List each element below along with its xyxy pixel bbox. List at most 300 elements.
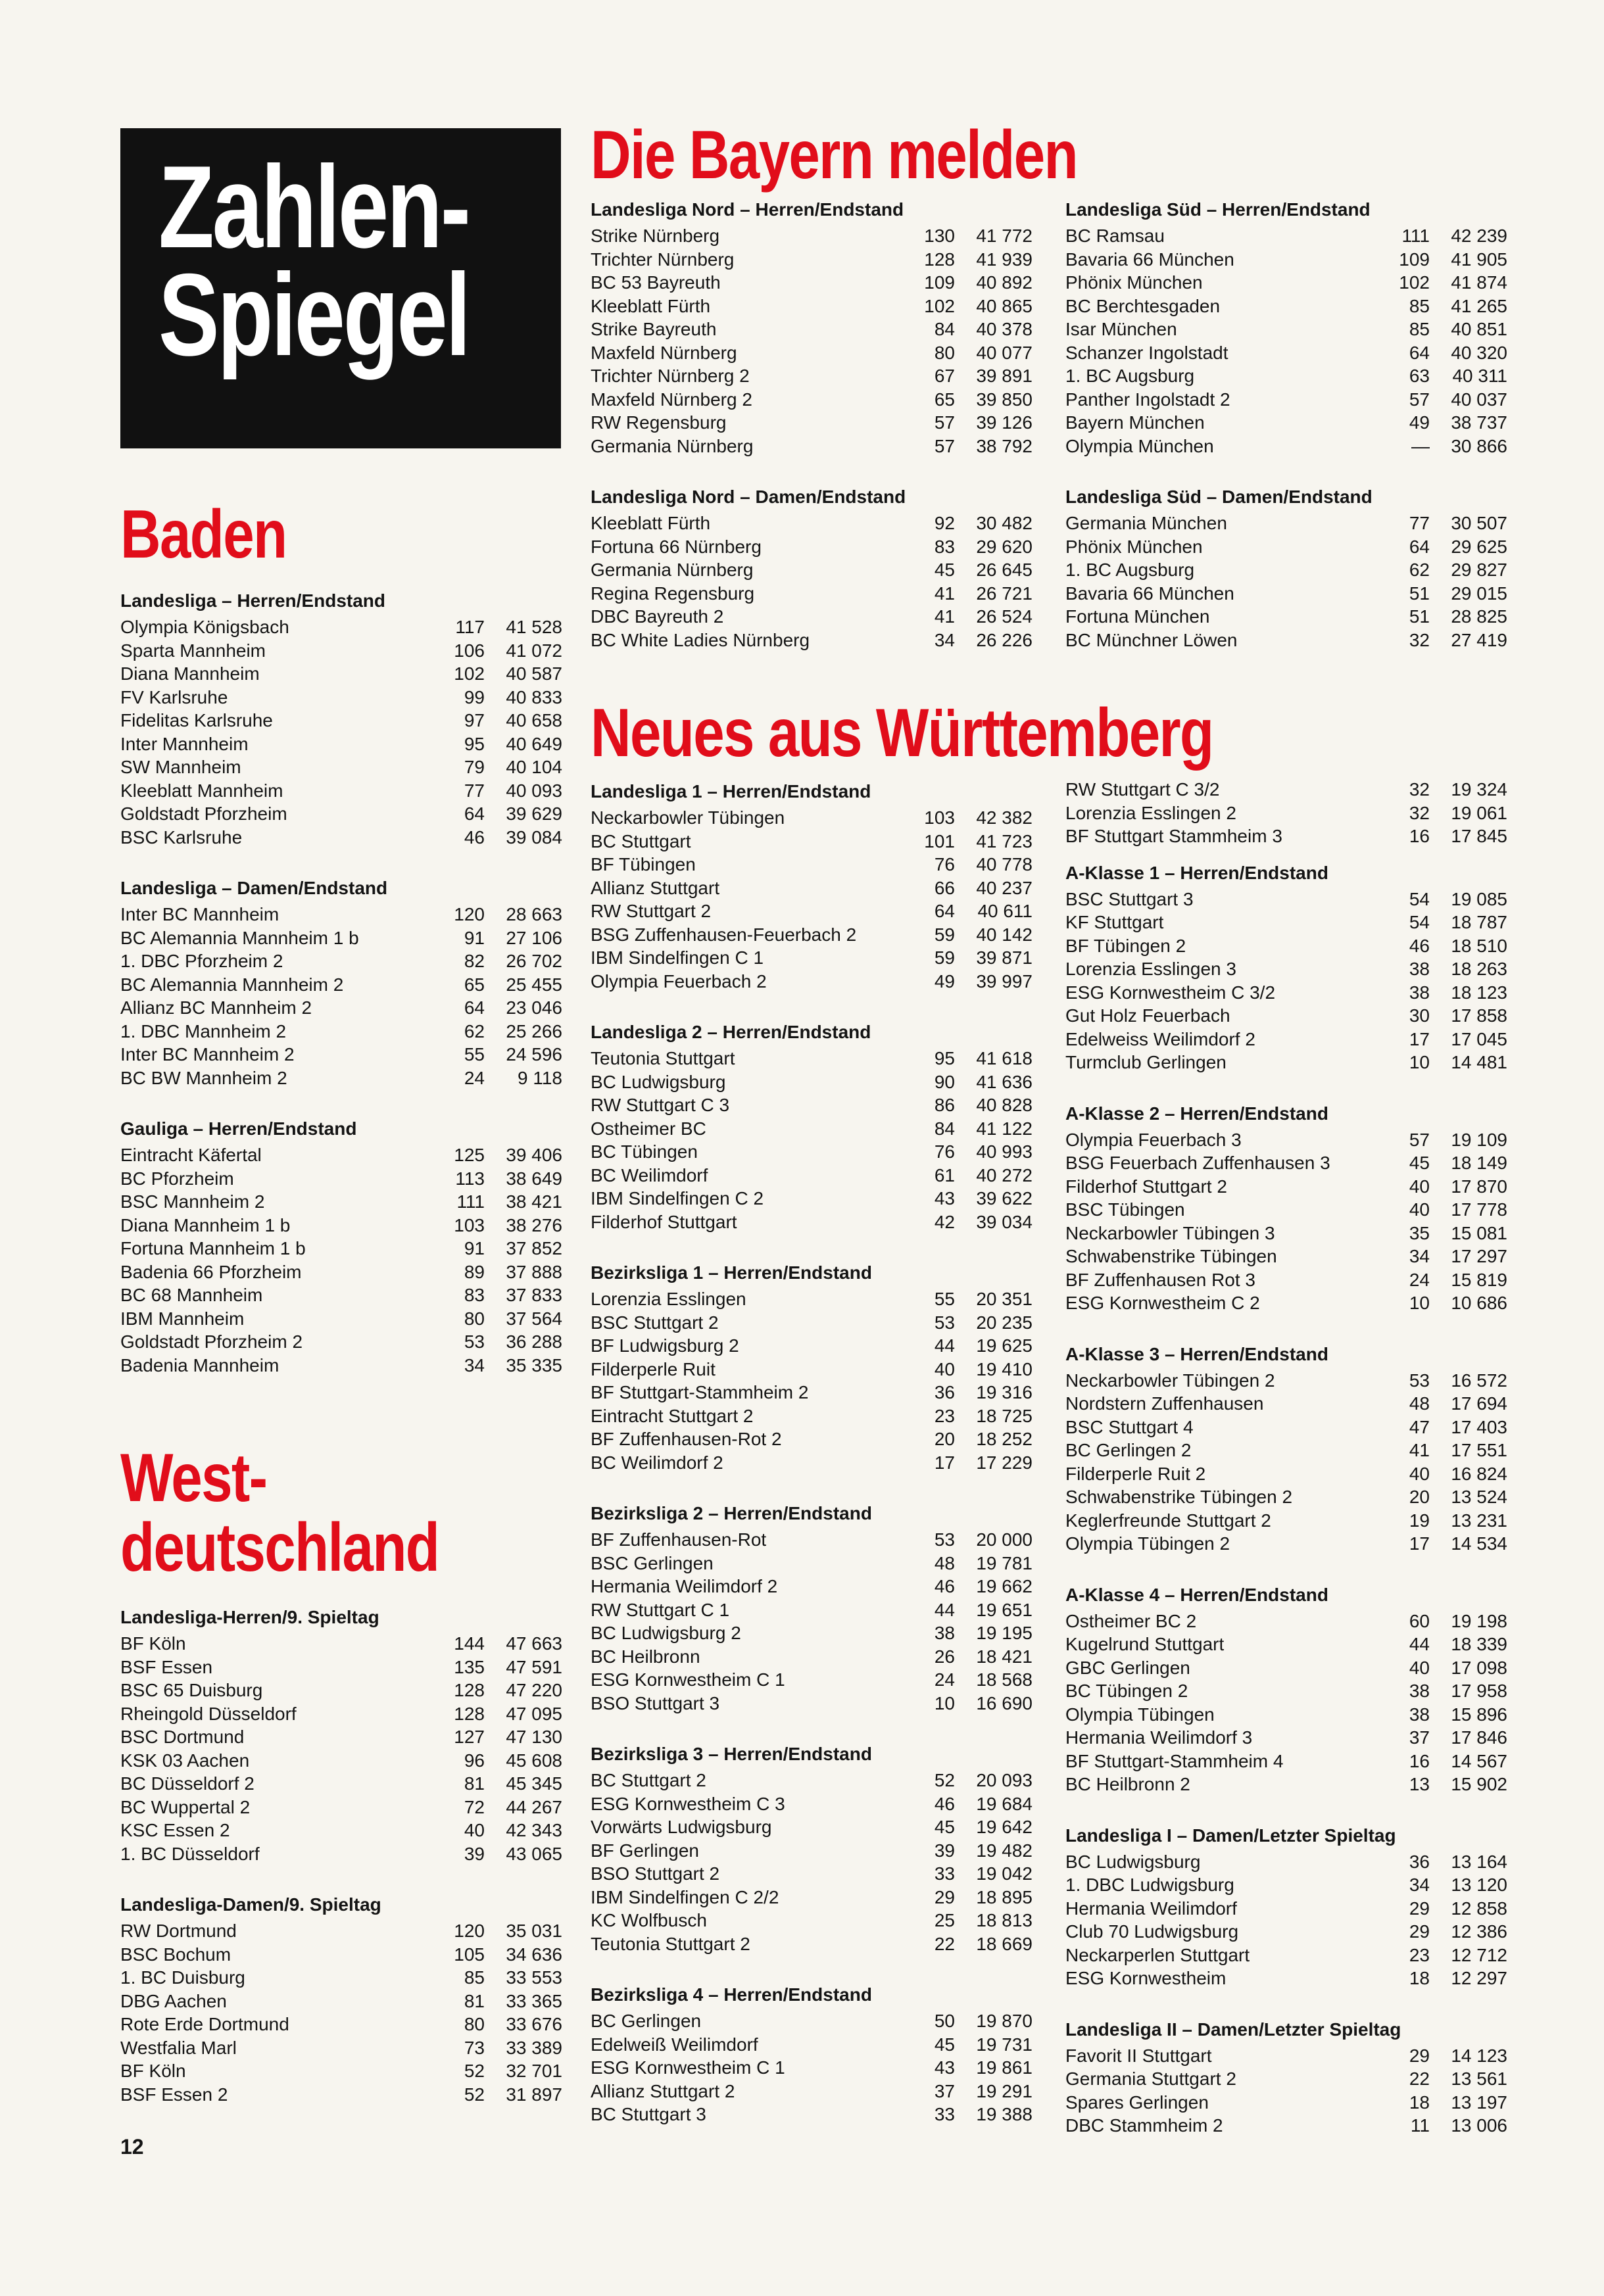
games-points: 135 — [454, 1656, 485, 1677]
games-points: 64 — [464, 803, 485, 824]
table-title: Bezirksliga 2 – Herren/Endstand — [591, 1503, 872, 1523]
pin-total: 40 993 — [976, 1141, 1033, 1162]
games-points: 86 — [934, 1095, 955, 1115]
team-name: Kleeblatt Mannheim — [120, 780, 283, 801]
table-row — [1065, 1873, 1507, 1897]
table-row — [120, 1679, 562, 1702]
team-name: BF Zuffenhausen Rot 3 — [1065, 1269, 1255, 1290]
games-points: 40 — [1409, 1199, 1430, 1220]
team-name: Eintracht Käfertal — [120, 1145, 262, 1165]
column-bayern-nord — [591, 199, 1033, 681]
pin-total: 40 865 — [976, 295, 1033, 316]
table-row — [1065, 535, 1507, 559]
games-points: 48 — [1409, 1393, 1430, 1414]
games-points: 20 — [934, 1429, 955, 1449]
table-row — [591, 1334, 1033, 1358]
pin-total: 47 130 — [506, 1727, 562, 1747]
pin-total: 20 093 — [976, 1770, 1033, 1790]
team-name: RW Stuttgart C 1 — [591, 1599, 730, 1620]
team-name: Panther Ingolstadt 2 — [1065, 389, 1230, 410]
games-points: 22 — [934, 1933, 955, 1954]
games-points: 144 — [454, 1633, 485, 1654]
team-name: Olympia München — [1065, 435, 1214, 456]
pin-total: 45 608 — [506, 1750, 562, 1771]
games-points: 65 — [464, 974, 485, 995]
team-name: BF Stuttgart-Stammheim 2 — [591, 1382, 809, 1402]
team-name: Keglerfreunde Stuttgart 2 — [1065, 1510, 1271, 1531]
table-row — [1065, 388, 1507, 412]
table-row — [591, 1047, 1033, 1070]
table-row — [1065, 1532, 1507, 1556]
games-points: 40 — [1409, 1657, 1430, 1678]
games-points: 11 — [1410, 2115, 1430, 2136]
table-row — [591, 1451, 1033, 1475]
table-row — [591, 1769, 1033, 1792]
table-row — [1065, 558, 1507, 582]
table-bay-nh — [591, 199, 1033, 458]
team-name: ESG Kornwestheim C 1 — [591, 1669, 785, 1690]
team-name: Filderhof Stuttgart 2 — [1065, 1176, 1227, 1197]
team-name: Diana Mannheim 1 b — [120, 1214, 291, 1235]
table-row — [1065, 1967, 1507, 1990]
table-row — [120, 826, 562, 849]
games-points: 64 — [1409, 536, 1430, 557]
team-name: ESG Kornwestheim — [1065, 1968, 1227, 1988]
pin-total: 26 524 — [976, 606, 1033, 627]
games-points: 25 — [934, 1910, 955, 1930]
pin-total: 20 351 — [976, 1289, 1033, 1309]
table-row — [1065, 248, 1507, 272]
team-name: Club 70 Ludwigsburg — [1065, 1921, 1239, 1942]
table-row — [120, 615, 562, 639]
pin-total: 35 031 — [506, 1921, 562, 1941]
team-name: Teutonia Stuttgart 2 — [591, 1933, 750, 1954]
team-name: DBC Stammheim 2 — [1065, 2115, 1223, 2136]
games-points: 38 — [934, 1623, 955, 1643]
games-points: 51 — [1409, 583, 1430, 604]
table-row — [591, 1381, 1033, 1404]
table-row — [1065, 2091, 1507, 2115]
pin-total: 18 787 — [1451, 912, 1507, 932]
team-name: BC Ludwigsburg 2 — [591, 1623, 741, 1643]
table-west-d — [120, 1894, 562, 2106]
team-name: Bavaria 66 München — [1065, 249, 1234, 270]
table-row — [591, 388, 1033, 412]
pin-total: 18 339 — [1451, 1634, 1507, 1654]
team-name: BF Stuttgart Stammheim 3 — [1065, 826, 1282, 846]
table-w-b1 — [591, 1262, 1033, 1474]
games-points: 77 — [1409, 513, 1430, 533]
table-row — [120, 1943, 562, 1967]
games-points: 76 — [934, 1141, 955, 1162]
team-name: Fortuna Mannheim 1 b — [120, 1238, 306, 1258]
table-row — [591, 1668, 1033, 1692]
table-w-a4 — [1065, 1585, 1507, 1796]
pin-total: 17 858 — [1451, 1005, 1507, 1026]
team-name: Goldstadt Pforzheim 2 — [120, 1331, 303, 1352]
pin-total: 19 651 — [976, 1599, 1033, 1620]
games-points: 59 — [934, 947, 955, 968]
team-name: BC Gerlingen 2 — [1065, 1440, 1192, 1460]
pin-total: 38 792 — [976, 435, 1033, 456]
games-points: 41 — [1409, 1440, 1430, 1460]
pin-total: 37 564 — [506, 1308, 562, 1329]
games-points: 120 — [454, 1921, 485, 1941]
team-name: Lorenzia Esslingen 3 — [1065, 959, 1236, 979]
games-points: 96 — [464, 1750, 485, 1771]
pin-total: 13 006 — [1451, 2115, 1507, 2136]
pin-total: 17 694 — [1451, 1393, 1507, 1414]
table-row — [120, 1143, 562, 1167]
games-points: 34 — [934, 629, 955, 650]
team-name: IBM Sindelfingen C 1 — [591, 947, 764, 968]
pin-total: 27 419 — [1451, 629, 1507, 650]
table-row — [591, 364, 1033, 388]
page-number: 12 — [120, 2135, 144, 2159]
pin-total: 32 701 — [506, 2061, 562, 2081]
table-w-b4 — [591, 1984, 1033, 2126]
table-row — [120, 2083, 562, 2107]
games-points: 72 — [464, 1796, 485, 1817]
pin-total: 26 645 — [976, 560, 1033, 580]
pin-total: 41 072 — [506, 640, 562, 661]
games-points: 65 — [934, 389, 955, 410]
pin-total: 15 896 — [1451, 1704, 1507, 1725]
pin-total: 40 658 — [506, 710, 562, 730]
table-row — [591, 629, 1033, 652]
team-name: Phönix München — [1065, 272, 1203, 293]
table-row — [591, 899, 1033, 923]
team-name: BC Düsseldorf 2 — [120, 1773, 255, 1794]
table-bay-nd — [591, 487, 1033, 652]
games-points: 67 — [934, 366, 955, 386]
games-points: 45 — [934, 2034, 955, 2055]
games-points: 41 — [934, 583, 955, 604]
table-row — [1065, 1151, 1507, 1175]
games-points: 127 — [454, 1727, 485, 1747]
team-name: Fortuna München — [1065, 606, 1210, 627]
pin-total: 33 389 — [506, 2037, 562, 2058]
table-row — [120, 2013, 562, 2036]
games-points: 30 — [1409, 1005, 1430, 1026]
table-row — [1065, 2044, 1507, 2068]
pin-total: 29 827 — [1451, 560, 1507, 580]
table-row — [1065, 341, 1507, 365]
table-row — [1065, 1656, 1507, 1680]
team-name: 1. DBC Ludwigsburg — [1065, 1875, 1234, 1895]
pin-total: 12 297 — [1451, 1968, 1507, 1988]
pin-total: 39 997 — [976, 970, 1033, 992]
team-name: BSC Bochum — [120, 1944, 231, 1965]
pin-total: 19 388 — [976, 2104, 1033, 2124]
pin-total: 19 410 — [976, 1358, 1033, 1379]
team-name: Westfalia Marl — [120, 2037, 237, 2058]
table-row — [591, 1909, 1033, 1932]
pin-total: 41 939 — [976, 249, 1033, 270]
team-name: Strike Nürnberg — [591, 226, 720, 246]
pin-total: 40 320 — [1451, 342, 1507, 363]
table-row — [1065, 778, 1507, 801]
pin-total: 19 731 — [976, 2034, 1033, 2055]
games-points: 10 — [1409, 1293, 1430, 1313]
pin-total: 40 142 — [976, 924, 1033, 945]
table-row — [591, 341, 1033, 365]
team-name: Neckarbowler Tübingen 2 — [1065, 1370, 1275, 1391]
team-name: KC Wolfbusch — [591, 1910, 707, 1930]
team-name: Bayern München — [1065, 412, 1205, 433]
games-points: 101 — [924, 830, 955, 851]
team-name: ESG Kornwestheim C 2 — [1065, 1293, 1260, 1313]
games-points: 38 — [1409, 1704, 1430, 1725]
table-row — [120, 639, 562, 663]
pin-total: 19 316 — [976, 1382, 1033, 1402]
games-points: 54 — [1409, 888, 1430, 909]
pin-total: 18 263 — [1451, 959, 1507, 979]
pin-total: 9 118 — [518, 1067, 562, 1088]
pin-total: 39 891 — [976, 366, 1033, 386]
pin-total: 17 870 — [1451, 1176, 1507, 1197]
table-row — [120, 1307, 562, 1331]
heading-wuerttemberg-block — [591, 695, 1349, 771]
games-points: 18 — [1409, 1968, 1430, 1988]
team-name: Allianz Stuttgart 2 — [591, 2080, 735, 2101]
pin-total: 13 561 — [1451, 2069, 1507, 2089]
games-points: 92 — [934, 513, 955, 533]
table-row — [591, 1886, 1033, 1909]
games-points: 40 — [1409, 1176, 1430, 1197]
table-w-top — [1065, 778, 1507, 848]
pin-total: 17 098 — [1451, 1657, 1507, 1678]
pin-total: 18 568 — [976, 1669, 1033, 1690]
team-name: BSC Karlsruhe — [120, 826, 243, 848]
table-title: Landesliga Süd – Damen/Endstand — [1065, 487, 1373, 507]
table-row — [120, 949, 562, 973]
team-name: Filderperle Ruit 2 — [1065, 1463, 1206, 1484]
pin-total: 37 852 — [506, 1238, 562, 1258]
games-points: 57 — [1409, 1129, 1430, 1150]
team-name: BF Zuffenhausen-Rot 2 — [591, 1429, 782, 1449]
table-row — [1065, 364, 1507, 388]
games-points: 39 — [934, 1840, 955, 1861]
heading-baden-block — [120, 496, 323, 573]
pin-total: 17 958 — [1451, 1681, 1507, 1701]
table-row — [591, 605, 1033, 629]
team-name: Ostheimer BC — [591, 1118, 706, 1139]
games-points: 62 — [1409, 560, 1430, 580]
games-points: 52 — [464, 2084, 485, 2105]
table-row — [591, 1070, 1033, 1094]
team-name: IBM Mannheim — [120, 1308, 245, 1329]
team-name: BC Weilimdorf — [591, 1164, 708, 1185]
heading-west-line2: deutschland — [120, 1510, 439, 1587]
table-row — [120, 1632, 562, 1656]
team-name: Eintracht Stuttgart 2 — [591, 1405, 754, 1426]
games-points: 85 — [464, 1967, 485, 1988]
table-row — [120, 1043, 562, 1066]
team-name: BC Heilbronn — [591, 1646, 700, 1667]
team-name: BSC Stuttgart 2 — [591, 1312, 719, 1333]
table-row — [120, 1066, 562, 1090]
pin-total: 41 122 — [976, 1118, 1033, 1139]
team-name: BC Münchner Löwen — [1065, 629, 1238, 650]
team-name: SW Mannheim — [120, 757, 241, 777]
table-row — [591, 295, 1033, 318]
heading-wuerttemberg: Neues aus Württemberg — [591, 695, 1213, 771]
games-points: 16 — [1409, 1750, 1430, 1771]
team-name: Edelweiss Weilimdorf 2 — [1065, 1028, 1255, 1049]
pin-total: 29 620 — [976, 536, 1033, 557]
pin-total: 42 343 — [506, 1820, 562, 1840]
games-points: 95 — [934, 1048, 955, 1068]
table-row — [1065, 605, 1507, 629]
games-points: 103 — [454, 1214, 485, 1235]
team-name: Phönix München — [1065, 536, 1203, 557]
team-name: Allianz Stuttgart — [591, 877, 720, 898]
team-name: Neckarbowler Tübingen 3 — [1065, 1222, 1275, 1243]
pin-total: 40 037 — [1451, 389, 1507, 410]
table-row — [1065, 318, 1507, 341]
table-row — [591, 1164, 1033, 1187]
pin-total: 16 572 — [1451, 1370, 1507, 1391]
games-points: 113 — [455, 1168, 485, 1189]
table-row — [120, 755, 562, 779]
table-row — [120, 732, 562, 756]
team-name: BC Pforzheim — [120, 1168, 234, 1189]
table-row — [120, 1354, 562, 1377]
pin-total: 12 386 — [1451, 1921, 1507, 1942]
team-name: BSF Essen — [120, 1656, 213, 1677]
team-name: 1. BC Augsburg — [1065, 366, 1195, 386]
pin-total: 41 265 — [1451, 295, 1507, 316]
table-title: Bezirksliga 3 – Herren/Endstand — [591, 1744, 872, 1764]
team-name: Rote Erde Dortmund — [120, 2014, 289, 2034]
pin-total: 19 324 — [1451, 779, 1507, 800]
pin-total: 41 618 — [976, 1048, 1033, 1068]
games-points: 111 — [456, 1191, 485, 1212]
games-points: 49 — [1409, 412, 1430, 433]
table-row — [1065, 1416, 1507, 1439]
pin-total: 18 895 — [976, 1886, 1033, 1907]
table-row — [591, 2080, 1033, 2103]
games-points: 90 — [934, 1071, 955, 1092]
column-bayern-sued — [1065, 199, 1507, 681]
games-points: 55 — [464, 1044, 485, 1064]
table-title: Landesliga 2 – Herren/Endstand — [591, 1022, 871, 1042]
pin-total: 18 252 — [976, 1429, 1033, 1449]
games-points: 120 — [454, 904, 485, 924]
pin-total: 45 345 — [506, 1773, 562, 1794]
table-row — [120, 2036, 562, 2060]
table-title: A-Klasse 2 – Herren/Endstand — [1065, 1103, 1328, 1124]
table-row — [1065, 1268, 1507, 1292]
pin-total: 43 065 — [506, 1843, 562, 1864]
table-title: Landesliga-Herren/9. Spieltag — [120, 1607, 379, 1627]
team-name: BF Tübingen — [591, 854, 696, 874]
games-points: 117 — [455, 617, 485, 637]
team-name: Ostheimer BC 2 — [1065, 1610, 1197, 1631]
team-name: Nordstern Zuffenhausen — [1065, 1393, 1264, 1414]
team-name: Hermania Weilimdorf 2 — [591, 1576, 778, 1596]
table-row — [1065, 435, 1507, 458]
team-name: BF Köln — [120, 2061, 186, 2081]
table-row — [1065, 224, 1507, 248]
table-title: Landesliga Nord – Herren/Endstand — [591, 199, 904, 220]
table-row — [120, 1237, 562, 1260]
table-row — [1065, 1222, 1507, 1245]
team-name: Olympia Tübingen — [1065, 1704, 1215, 1725]
team-name: DBC Bayreuth 2 — [591, 606, 724, 627]
games-points: 45 — [934, 560, 955, 580]
table-title: Bezirksliga 4 – Herren/Endstand — [591, 1984, 872, 2005]
table-row — [1065, 1750, 1507, 1773]
table-row — [1065, 1485, 1507, 1509]
team-name: Allianz BC Mannheim 2 — [120, 997, 312, 1018]
pin-total: 20 000 — [976, 1529, 1033, 1550]
team-name: Fidelitas Karlsruhe — [120, 710, 273, 730]
team-name: BC Tübingen 2 — [1065, 1681, 1188, 1701]
table-row — [591, 1598, 1033, 1622]
team-name: Favorit II Stuttgart — [1065, 2045, 1212, 2066]
games-points: 29 — [1409, 1898, 1430, 1919]
pin-total: 47 591 — [506, 1656, 562, 1677]
pin-total: 12 712 — [1451, 1944, 1507, 1965]
table-row — [591, 411, 1033, 435]
games-points: 59 — [934, 924, 955, 945]
table-row — [1065, 295, 1507, 318]
pin-total: 18 813 — [976, 1910, 1033, 1930]
games-points: 44 — [934, 1335, 955, 1356]
games-points: 130 — [924, 226, 955, 246]
team-name: BC 68 Mannheim — [120, 1285, 263, 1305]
team-name: BSG Zuffenhausen-Feuerbach 2 — [591, 924, 857, 945]
table-row — [1065, 1920, 1507, 1944]
table-row — [120, 903, 562, 926]
team-name: Kleeblatt Fürth — [591, 513, 711, 533]
games-points: 52 — [464, 2061, 485, 2081]
table-row — [591, 1552, 1033, 1575]
team-name: Maxfeld Nürnberg 2 — [591, 389, 752, 410]
heading-bayern: Die Bayern melden — [591, 117, 1077, 193]
games-points: 36 — [1409, 1851, 1430, 1872]
table-row — [1065, 1462, 1507, 1486]
table-row — [1065, 911, 1507, 934]
table-row — [591, 1427, 1033, 1451]
games-points: 57 — [1409, 389, 1430, 410]
games-points: 48 — [934, 1552, 955, 1573]
pin-total: 35 335 — [506, 1354, 562, 1375]
table-row — [1065, 1703, 1507, 1727]
games-points: 105 — [454, 1944, 485, 1965]
team-name: BC Stuttgart 3 — [591, 2104, 706, 2124]
games-points: 23 — [1409, 1944, 1430, 1965]
pin-total: 38 276 — [506, 1214, 562, 1235]
table-row — [1065, 1773, 1507, 1796]
team-name: Hermania Weilimdorf 3 — [1065, 1727, 1253, 1748]
team-name: Kleeblatt Fürth — [591, 295, 711, 316]
table-row — [120, 1330, 562, 1354]
table-bay-sh — [1065, 199, 1507, 458]
table-row — [591, 2033, 1033, 2057]
pin-total: 41 772 — [976, 226, 1033, 246]
games-points: 29 — [934, 1886, 955, 1907]
pin-total: 40 611 — [977, 901, 1033, 921]
games-points: 109 — [924, 272, 955, 293]
pin-total: 14 481 — [1451, 1052, 1507, 1072]
games-points: 41 — [934, 606, 955, 627]
pin-total: 19 198 — [1451, 1610, 1507, 1631]
table-row — [1065, 1175, 1507, 1199]
table-title: A-Klasse 1 – Herren/Endstand — [1065, 862, 1328, 883]
